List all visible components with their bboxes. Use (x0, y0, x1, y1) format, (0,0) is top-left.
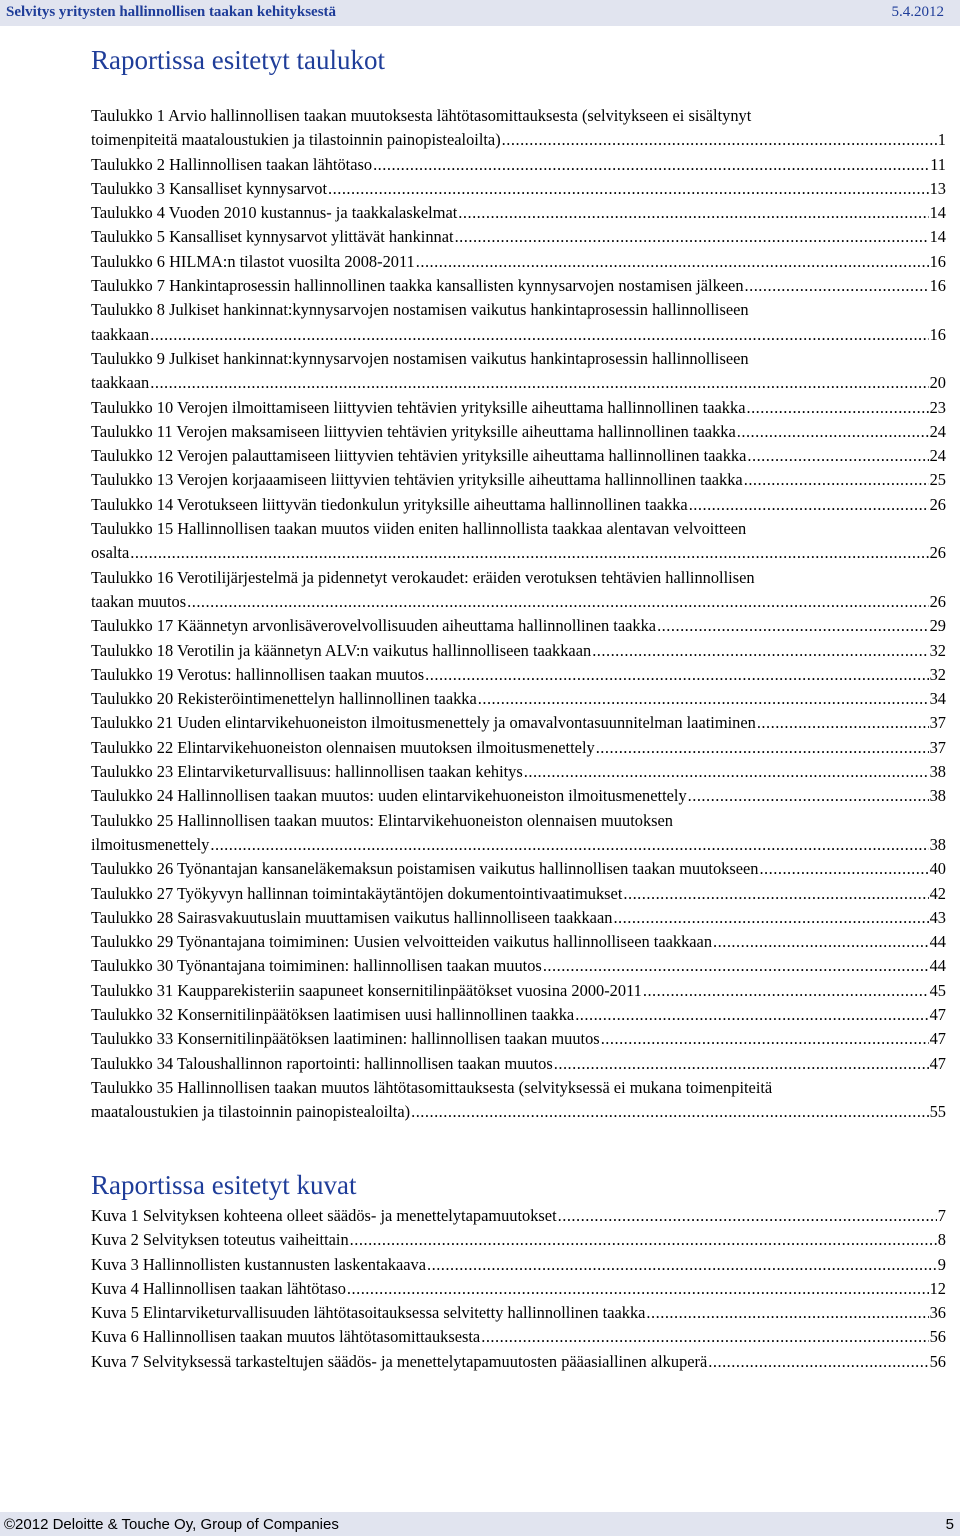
toc-entry[interactable] (91, 1204, 946, 1228)
toc-entry-text: Taulukko 10 Verojen ilmoittamiseen liittyvien tehtävien yrityksille aiheuttama hallinnollinen taakka (91, 397, 746, 417)
toc-entry-page: 16 (929, 251, 946, 271)
dot-leader (150, 371, 928, 395)
toc-entry-page: 7 (937, 1206, 946, 1225)
toc-entry-page: 26 (929, 591, 946, 611)
toc-entry-text: toimenpiteitä maataloustukien ja tilastoinnin painopistealoilta) (91, 130, 501, 150)
dot-leader (350, 1228, 937, 1252)
toc-entry-text: Taulukko 19 Verotus: hallinnollisen taakan muutos (91, 664, 425, 684)
toc-entry[interactable] (91, 274, 946, 298)
tables-heading: Raportissa esitetyt taulukot (91, 45, 385, 75)
dot-leader (543, 954, 929, 978)
dot-leader (737, 420, 929, 444)
toc-entry[interactable] (91, 711, 946, 735)
toc-entry-page: 43 (929, 907, 946, 927)
toc-entry-page: 47 (929, 1029, 946, 1049)
toc-entry-text: Taulukko 17 Käännetyn arvonlisäverovelvollisuuden aiheuttama hallinnollinen taakka (91, 616, 657, 636)
toc-entry-page: 32 (929, 664, 946, 684)
header-date: 5.4.2012 (891, 4, 944, 20)
toc-entry[interactable] (91, 493, 946, 517)
toc-entry-page: 24 (929, 446, 946, 466)
toc-entry-page: 45 (929, 980, 946, 1000)
toc-entry[interactable] (91, 663, 946, 687)
toc-entry[interactable] (91, 566, 946, 615)
toc-entry-text: Taulukko 33 Konsernitilinpäätöksen laatiminen: hallinnollisen taakan muutos (91, 1029, 600, 1049)
toc-entry[interactable] (91, 687, 946, 711)
toc-entry-page: 16 (929, 276, 946, 296)
figures-heading: Raportissa esitetyt kuvat (91, 1170, 357, 1200)
toc-entry[interactable] (91, 1003, 946, 1027)
toc-entry-page: 14 (929, 227, 946, 247)
toc-entry-text: taakan muutos (91, 591, 187, 611)
tables-list (91, 104, 946, 1124)
toc-entry-text: Taulukko 18 Verotilin ja käännetyn ALV:n vaikutus hallinnolliseen taakkaan (91, 640, 592, 660)
toc-entry-page: 44 (929, 932, 946, 952)
toc-entry-page: 40 (929, 859, 946, 879)
toc-entry-page: 55 (929, 1102, 946, 1122)
dot-leader (757, 711, 929, 735)
toc-entry-page: 29 (929, 616, 946, 636)
toc-entry[interactable] (91, 1301, 946, 1325)
dot-leader (502, 128, 937, 152)
figures-list (91, 1204, 946, 1374)
toc-entry[interactable] (91, 784, 946, 808)
toc-entry-text: Taulukko 23 Elintarviketurvallisuus: hallinnollisen taakan kehitys (91, 762, 523, 782)
dot-leader (713, 930, 929, 954)
toc-entry[interactable] (91, 420, 946, 444)
toc-entry[interactable] (91, 1253, 946, 1277)
dot-leader (130, 541, 928, 565)
dot-leader (689, 493, 929, 517)
dot-leader (688, 784, 929, 808)
toc-entry[interactable] (91, 760, 946, 784)
toc-entry[interactable] (91, 1076, 946, 1125)
toc-entry-page: 8 (937, 1230, 946, 1250)
dot-leader (759, 857, 928, 881)
toc-entry-text: Taulukko 25 Hallinnollisen taakan muutos: Elintarvikehuoneiston olennaisen muutoksen (91, 810, 673, 830)
toc-entry[interactable] (91, 882, 946, 906)
toc-entry-text: taakkaan (91, 373, 150, 393)
toc-entry[interactable] (91, 104, 946, 153)
toc-entry-text: ilmoitusmenettely (91, 834, 210, 854)
dot-leader (524, 760, 929, 784)
toc-entry[interactable] (91, 396, 946, 420)
toc-entry[interactable] (91, 1052, 946, 1076)
dot-leader (427, 1253, 937, 1277)
toc-entry-text: Taulukko 20 Rekisteröintimenettelyn hallinnollinen taakka (91, 689, 477, 709)
toc-entry-text: Taulukko 1 Arvio hallinnollisen taakan muutoksesta lähtötasomittauksesta (selvitykseen ei sisältynyt (91, 106, 752, 125)
toc-entry-page: 16 (929, 324, 946, 344)
dot-leader (416, 250, 929, 274)
toc-entry[interactable] (91, 809, 946, 858)
dot-leader (747, 444, 928, 468)
toc-entry[interactable] (91, 468, 946, 492)
toc-entry[interactable] (91, 614, 946, 638)
dot-leader (328, 177, 929, 201)
toc-entry-text: Taulukko 7 Hankintaprosessin hallinnollinen taakka kansallisten kynnysarvojen nostamisen jälkeen (91, 276, 744, 296)
toc-entry-text: Taulukko 13 Verojen korjaaamiseen liittyvien tehtävien yrityksille aiheuttama hallinnollinen taakka (91, 470, 743, 490)
toc-entry-page: 37 (929, 713, 946, 733)
toc-entry-page: 20 (929, 373, 946, 393)
dot-leader (187, 590, 928, 614)
dot-leader (347, 1277, 929, 1301)
toc-entry-page: 47 (929, 1053, 946, 1073)
dot-leader (575, 1003, 928, 1027)
toc-entry[interactable] (91, 954, 946, 978)
toc-entry-page: 23 (929, 397, 946, 417)
toc-entry-text: Kuva 7 Selvityksessä tarkasteltujen säädös- ja menettelytapamuutosten pääasiallinen alkuperä (91, 1351, 708, 1371)
dot-leader (596, 736, 929, 760)
toc-entry-text: Kuva 5 Elintarviketurvallisuuden lähtötasoitauksessa selvitetty hallinnollinen taakka (91, 1303, 646, 1323)
toc-entry-text: Taulukko 9 Julkiset hankinnat:kynnysarvojen nostamisen vaikutus hankintaprosessin hallinnolliseen (91, 348, 749, 368)
toc-entry-text: Taulukko 5 Kansalliset kynnysarvot ylittävät hankinnat (91, 227, 454, 247)
footer-page-number: 5 (945, 1516, 954, 1533)
toc-entry-text: Taulukko 30 Työnantajana toimiminen: hallinnollisen taakan muutos (91, 956, 542, 976)
toc-entry-text: Kuva 1 Selvityksen kohteena olleet säädös- ja menettelytapamuutokset (91, 1206, 557, 1225)
dot-leader (455, 225, 929, 249)
toc-entry-page: 34 (929, 689, 946, 709)
toc-entry-page: 12 (929, 1278, 946, 1298)
toc-entry-text: Taulukko 14 Verotukseen liittyvän tiedonkulun yrityksille aiheuttama hallinnollinen taakka (91, 494, 688, 514)
toc-entry[interactable] (91, 639, 946, 663)
dot-leader (746, 396, 928, 420)
toc-entry-page: 26 (929, 494, 946, 514)
toc-entry[interactable] (91, 979, 946, 1003)
toc-entry-page: 26 (929, 543, 946, 563)
toc-entry-page: 56 (929, 1351, 946, 1371)
toc-entry-text: Kuva 3 Hallinnollisten kustannusten laskentakaava (91, 1254, 427, 1274)
toc-entry-page: 44 (929, 956, 946, 976)
dot-leader (643, 979, 929, 1003)
toc-entry-text: Taulukko 3 Kansalliset kynnysarvot (91, 178, 328, 198)
toc-entry-text: Taulukko 15 Hallinnollisen taakan muutos viiden eniten hallinnollista taakkaa alentavan velvoitteen (91, 519, 747, 539)
toc-entry-text: Taulukko 11 Verojen maksamiseen liittyvien tehtävien yrityksille aiheuttama hallinnollinen taakka (91, 421, 736, 441)
toc-entry-page: 24 (929, 421, 946, 441)
toc-entry-page: 38 (929, 762, 946, 782)
toc-entry-page: 36 (929, 1303, 946, 1323)
page-footer (0, 1512, 960, 1536)
toc-entry[interactable] (91, 250, 946, 274)
toc-entry-page: 11 (930, 154, 946, 174)
dot-leader (592, 639, 928, 663)
dot-leader (745, 274, 929, 298)
toc-entry[interactable] (91, 1325, 946, 1349)
toc-entry-page: 32 (929, 640, 946, 660)
dot-leader (150, 323, 928, 347)
toc-entry[interactable] (91, 906, 946, 930)
toc-entry-text: Taulukko 34 Taloushallinnon raportointi: hallinnollisen taakan muutos (91, 1053, 553, 1073)
toc-entry[interactable] (91, 517, 946, 566)
toc-entry-text: Taulukko 35 Hallinnollisen taakan muutos lähtötasomittauksesta (selvityksessä ei mukana toimenpiteitä (91, 1077, 773, 1097)
dot-leader (657, 614, 929, 638)
toc-entry[interactable] (91, 201, 946, 225)
toc-entry-text: Kuva 4 Hallinnollisen taakan lähtötaso (91, 1278, 346, 1298)
dot-leader (558, 1204, 937, 1228)
toc-entry-text: Taulukko 26 Työnantajan kansaneläkemaksun poistamisen vaikutus hallinnollisen taakan muutokseen (91, 859, 759, 879)
toc-entry-page: 9 (937, 1254, 946, 1274)
toc-entry-text: Taulukko 28 Sairasvakuutuslain muuttamisen vaikutus hallinnolliseen taakkaan (91, 907, 613, 927)
toc-entry[interactable] (91, 1027, 946, 1051)
toc-entry[interactable] (91, 444, 946, 468)
toc-entry-text: Taulukko 29 Työnantajana toimiminen: Uusien velvoitteiden vaikutus hallinnolliseen taakkaan (91, 932, 713, 952)
toc-entry-text: Taulukko 12 Verojen palauttamiseen liittyvien tehtävien yrityksille aiheuttama hallinnollinen taakka (91, 446, 747, 466)
toc-entry-text: maataloustukien ja tilastoinnin painopistealoilta) (91, 1102, 411, 1122)
toc-entry-text: Taulukko 22 Elintarvikehuoneiston olennaisen muutoksen ilmoitusmenettely (91, 737, 595, 757)
toc-entry[interactable] (91, 153, 946, 177)
running-header (0, 0, 960, 26)
toc-entry-text: Taulukko 2 Hallinnollisen taakan lähtötaso (91, 154, 373, 174)
dot-leader (613, 906, 928, 930)
header-title: Selvitys yritysten hallinnollisen taakan kehityksestä (6, 4, 337, 20)
toc-entry-text: Taulukko 6 HILMA:n tilastot vuosilta 2008-2011 (91, 251, 415, 271)
toc-entry-text: Taulukko 31 Kaupparekisteriin saapuneet konsernitilinpäätökset vuosina 2000-2011 (91, 980, 642, 1000)
toc-entry-text: Taulukko 24 Hallinnollisen taakan muutos: uuden elintarvikehuoneiston ilmoitusmenettely (91, 786, 687, 806)
dot-leader (458, 201, 928, 225)
toc-entry-page: 38 (929, 786, 946, 806)
toc-entry[interactable] (91, 347, 946, 396)
toc-entry[interactable] (91, 298, 946, 347)
toc-entry-page: 47 (929, 1004, 946, 1024)
footer-copyright: ©2012 Deloitte & Touche Oy, Group of Companies (4, 1516, 339, 1533)
dot-leader (708, 1350, 928, 1374)
toc-entry-page: 42 (929, 883, 946, 903)
toc-entry-page: 14 (929, 203, 946, 223)
dot-leader (744, 468, 929, 492)
toc-entry[interactable] (91, 1350, 946, 1374)
dot-leader (623, 882, 928, 906)
toc-entry[interactable] (91, 857, 946, 881)
toc-entry-page: 38 (929, 834, 946, 854)
toc-entry-text: taakkaan (91, 324, 150, 344)
toc-entry-page: 1 (937, 130, 946, 150)
toc-entry-text: Taulukko 4 Vuoden 2010 kustannus- ja taakkalaskelmat (91, 203, 458, 223)
dot-leader (411, 1100, 929, 1124)
toc-entry[interactable] (91, 930, 946, 954)
toc-entry-text: Taulukko 21 Uuden elintarvikehuoneiston ilmoitusmenettely ja omavalvontasuunnitelman laatiminen (91, 713, 756, 733)
toc-entry[interactable] (91, 1228, 946, 1252)
toc-entry-page: 13 (929, 178, 946, 198)
dot-leader (478, 687, 929, 711)
toc-entry-text: Kuva 2 Selvityksen toteutus vaiheittain (91, 1230, 349, 1250)
toc-entry[interactable] (91, 1277, 946, 1301)
toc-entry-text: Taulukko 16 Verotilijärjestelmä ja pidennetyt verokaudet: eräiden verotuksen tehtävien hallinnollisen (91, 567, 755, 587)
toc-entry-page: 25 (929, 470, 946, 490)
dot-leader (601, 1027, 929, 1051)
toc-entry-text: Kuva 6 Hallinnollisen taakan muutos lähtötasomittauksesta (91, 1327, 481, 1347)
dot-leader (425, 663, 928, 687)
dot-leader (210, 833, 928, 857)
toc-entry[interactable] (91, 177, 946, 201)
toc-entry-text: Taulukko 32 Konsernitilinpäätöksen laatimisen uusi hallinnollinen taakka (91, 1004, 575, 1024)
dot-leader (554, 1052, 929, 1076)
toc-entry-text: osalta (91, 543, 130, 563)
toc-entry[interactable] (91, 736, 946, 760)
toc-entry-text: Taulukko 27 Työkyvyn hallinnan toimintakäytäntöjen dokumentointivaatimukset (91, 883, 623, 903)
dot-leader (646, 1301, 928, 1325)
toc-entry-page: 37 (929, 737, 946, 757)
dot-leader (373, 153, 929, 177)
toc-entry-text: Taulukko 8 Julkiset hankinnat:kynnysarvojen nostamisen vaikutus hankintaprosessin hallinnolliseen (91, 300, 749, 320)
toc-entry-page: 56 (929, 1327, 946, 1347)
toc-entry[interactable] (91, 225, 946, 249)
dot-leader (481, 1325, 928, 1349)
